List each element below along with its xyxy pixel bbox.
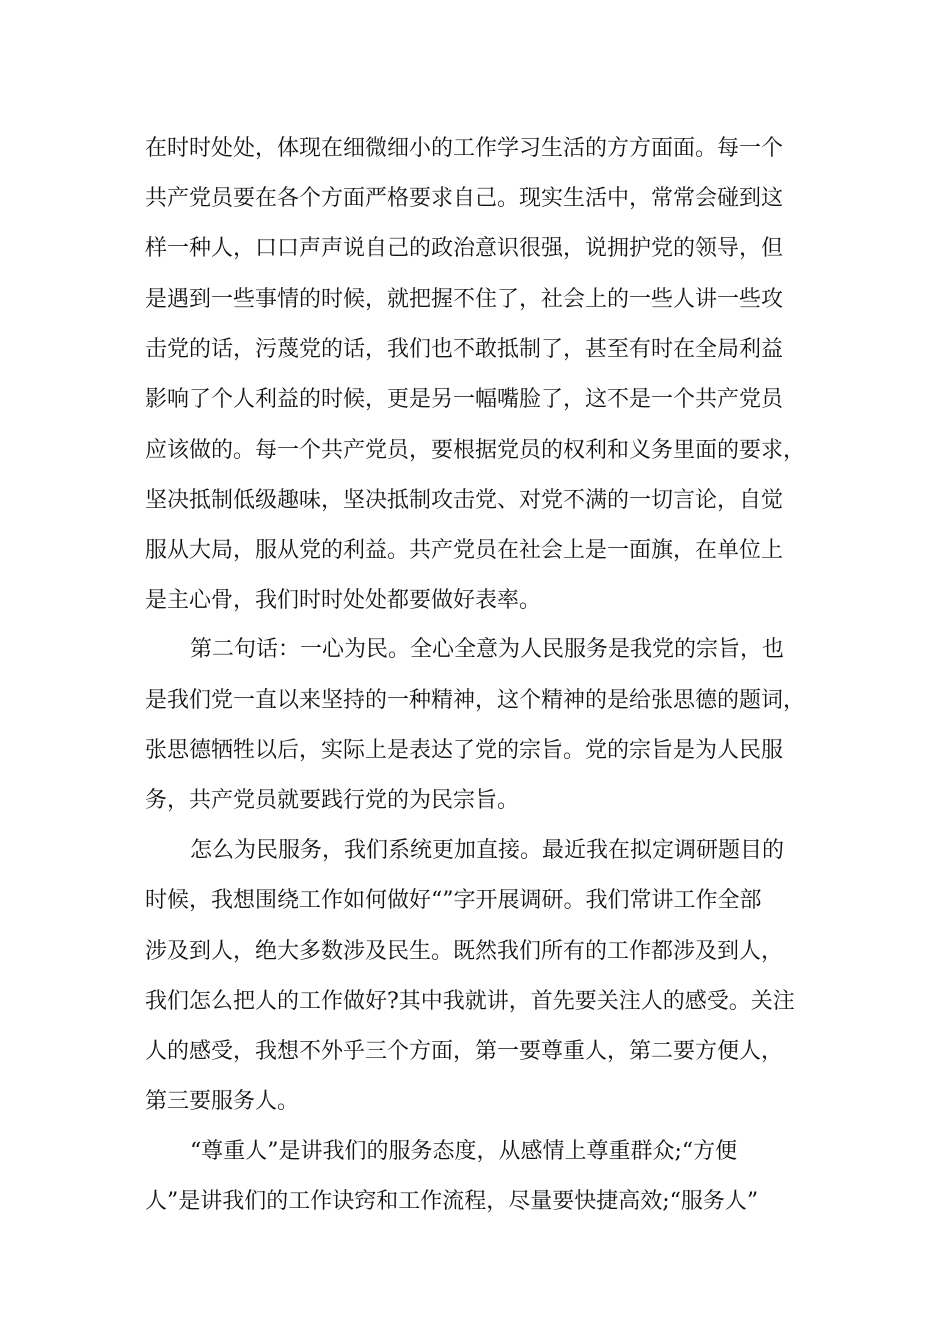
paragraph-start-line: 怎么为民服务，我们系统更加直接。最近我在拟定调研题目的 — [190, 838, 785, 863]
text-line: 坚决抵制低级趣味，坚决抵制攻击党、对党不满的一切言论，自觉 — [145, 488, 784, 513]
text-line: 共产党员要在各个方面严格要求自己。现实生活中，常常会碰到这 — [145, 186, 784, 211]
text-line: 是遇到一些事情的时候，就把握不住了，社会上的一些人讲一些攻 — [145, 287, 784, 312]
text-line: 时候，我想围绕工作如何做好“”字开展调研。我们常讲工作全部 — [145, 888, 762, 913]
text-line: 是我们党一直以来坚持的一种精神，这个精神的是给张思德的题词， — [145, 688, 806, 713]
text-line: 务，共产党员就要践行党的为民宗旨。 — [145, 788, 520, 813]
text-line: 服从大局，服从党的利益。共产党员在社会上是一面旗，在单位上 — [145, 538, 784, 563]
text-line: 涉及到人，绝大多数涉及民生。既然我们所有的工作都涉及到人， — [145, 939, 784, 964]
text-line: 张思德牺牲以后，实际上是表达了党的宗旨。党的宗旨是为人民服 — [145, 738, 784, 763]
text-line: 样一种人，口口声声说自己的政治意识很强，说拥护党的领导，但 — [145, 236, 784, 261]
text-line: 是主心骨，我们时时处处都要做好表率。 — [145, 588, 542, 613]
text-line: 在时时处处，体现在细微细小的工作学习生活的方方面面。每一个 — [145, 136, 784, 161]
paragraph-start-line: 第二句话：一心为民。全心全意为人民服务是我党的宗旨，也 — [190, 637, 785, 662]
text-line: 我们怎么把人的工作做好?其中我就讲，首先要关注人的感受。关注 — [145, 989, 795, 1014]
text-line: 第三要服务人。 — [145, 1089, 300, 1114]
text-line: 影响了个人利益的时候，更是另一幅嘴脸了，这不是一个共产党员 — [145, 387, 784, 412]
text-line: 人”是讲我们的工作诀窍和工作流程，尽量要快捷高效;“服务人” — [145, 1189, 759, 1214]
text-line: 人的感受，我想不外乎三个方面，第一要尊重人，第二要方便人， — [145, 1039, 784, 1064]
paragraph-start-line: “尊重人”是讲我们的服务态度，从感情上尊重群众;“方便 — [190, 1139, 738, 1164]
text-line: 击党的话，污蔑党的话，我们也不敢抵制了，甚至有时在全局利益 — [145, 337, 784, 362]
text-line: 应该做的。每一个共产党员，要根据党员的权利和义务里面的要求， — [145, 438, 806, 463]
